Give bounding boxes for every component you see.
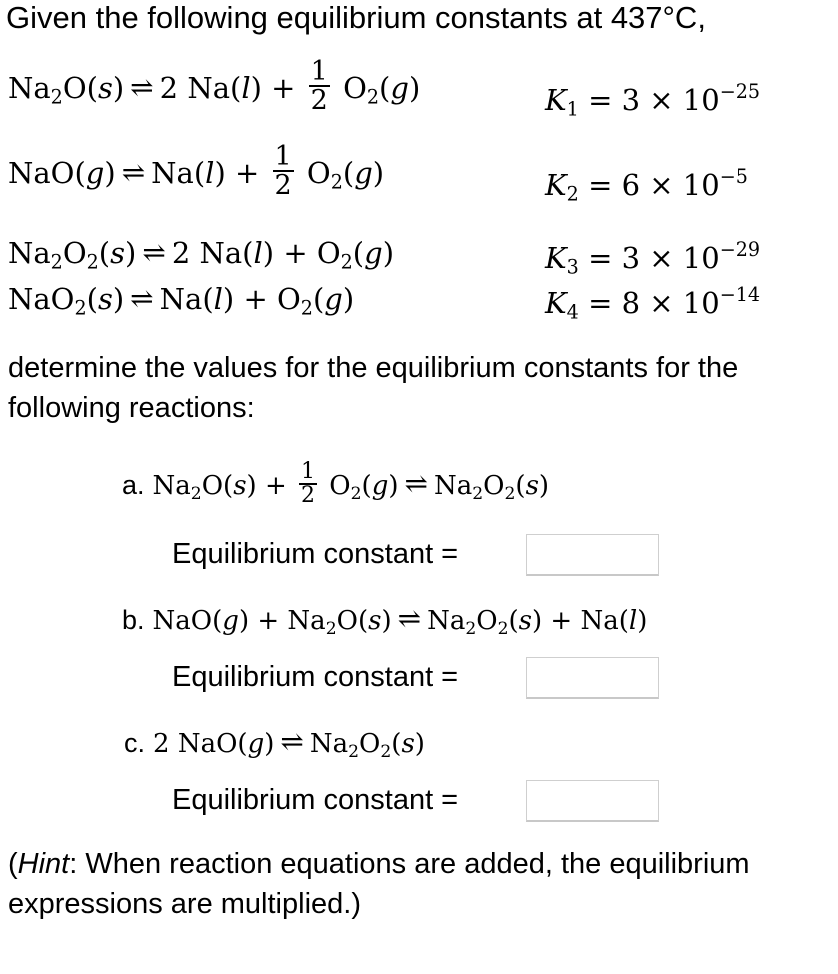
question-a [122, 459, 550, 510]
question-c [124, 725, 425, 762]
equilibrium-arrow-icon: ⇌ [404, 467, 428, 500]
equilibrium-arrow-icon: ⇌ [397, 602, 422, 635]
equilibrium-arrow-icon: ⇌ [121, 156, 146, 189]
answer-b-label: Equilibrium constant = [172, 661, 459, 693]
equilibrium-arrow-icon: ⇌ [280, 725, 304, 758]
fraction-half: $\frac{1}{2}$ [301, 459, 316, 508]
k4-expression: $K_4 = 8 \times 10^{-14}$ [545, 283, 761, 324]
k3-exponent: −29 [719, 238, 761, 262]
fraction-half: $\frac{1}{2}$ [274, 141, 292, 201]
k3-expression: $K_3 = 3 \times 10^{-29}$ [545, 238, 761, 279]
question-b-equation: $NaO(g) + Na_2O(s)$ ⇌ $Na_2O_2(s) + Na(l)$ [152, 602, 648, 639]
equilibrium-arrow-icon: ⇌ [142, 236, 166, 269]
k4-exponent: −14 [719, 283, 761, 307]
k2-value: 6 × 10 [621, 168, 720, 202]
k1-expression: $K_1 = 3 \times 10^{-25}$ [545, 80, 761, 121]
hint-word: Hint [17, 848, 70, 880]
formula-na2o: $Na_2O(s)$ [8, 71, 125, 109]
equilibrium-arrow-icon: ⇌ [130, 71, 154, 104]
k3-value: 3 × 10 [621, 241, 720, 275]
question-b-label: b. [122, 605, 145, 635]
reaction-2: NaO(g) ⇌ Na(l) + $\frac{1}{2}$ $O_2(g)$ [8, 141, 385, 201]
equilibrium-arrow-icon: ⇌ [130, 282, 154, 315]
k2-expression: $K_2 = 6 \times 10^{-5}$ [545, 165, 748, 206]
question-c-label: c. [124, 728, 146, 758]
coefficient: 2 [159, 71, 179, 105]
hint-text: (Hint: When reaction equations are added, the equilibrium expressions are multiplied.) [8, 848, 750, 920]
intro-text: Given the following equilibrium constants at 437°C, [6, 0, 706, 35]
question-b [122, 602, 648, 639]
answer-a-input[interactable] [526, 534, 659, 576]
question-a-equation: $Na_2O(s)$ + $\frac{1}{2}$ $O_2(g)$ ⇌ $Na_2O_2(s)$ [152, 459, 550, 508]
reaction-1: $Na_2O(s)$ ⇌ 2 Na(l) + $\frac{1}{2}$ $O_2(g)$ [8, 56, 421, 116]
k1-exponent: −25 [719, 80, 761, 104]
instruction-text: determine the values for the equilibrium constants for the following reactions: [8, 352, 739, 424]
reaction-3: $Na_2O_2(s)$ ⇌ 2 $Na(l) + O_2(g)$ [8, 236, 395, 274]
answer-a-label: Equilibrium constant = [172, 538, 459, 570]
k2-exponent: −5 [719, 165, 748, 189]
k4-value: 8 × 10 [621, 286, 720, 320]
reaction-4: NaO$_2$(s) ⇌ $Na(l) + O_2(g)$ [8, 282, 355, 320]
question-c-equation: 2 NaO(g) ⇌ $Na_2O_2(s)$ [153, 725, 425, 762]
answer-c-label: Equilibrium constant = [172, 784, 459, 816]
answer-b-input[interactable] [526, 657, 659, 699]
answer-c-input[interactable] [526, 780, 659, 822]
question-a-label: a. [122, 470, 145, 500]
fraction-half: $\frac{1}{2}$ [310, 56, 328, 116]
k1-value: 3 × 10 [621, 83, 720, 117]
